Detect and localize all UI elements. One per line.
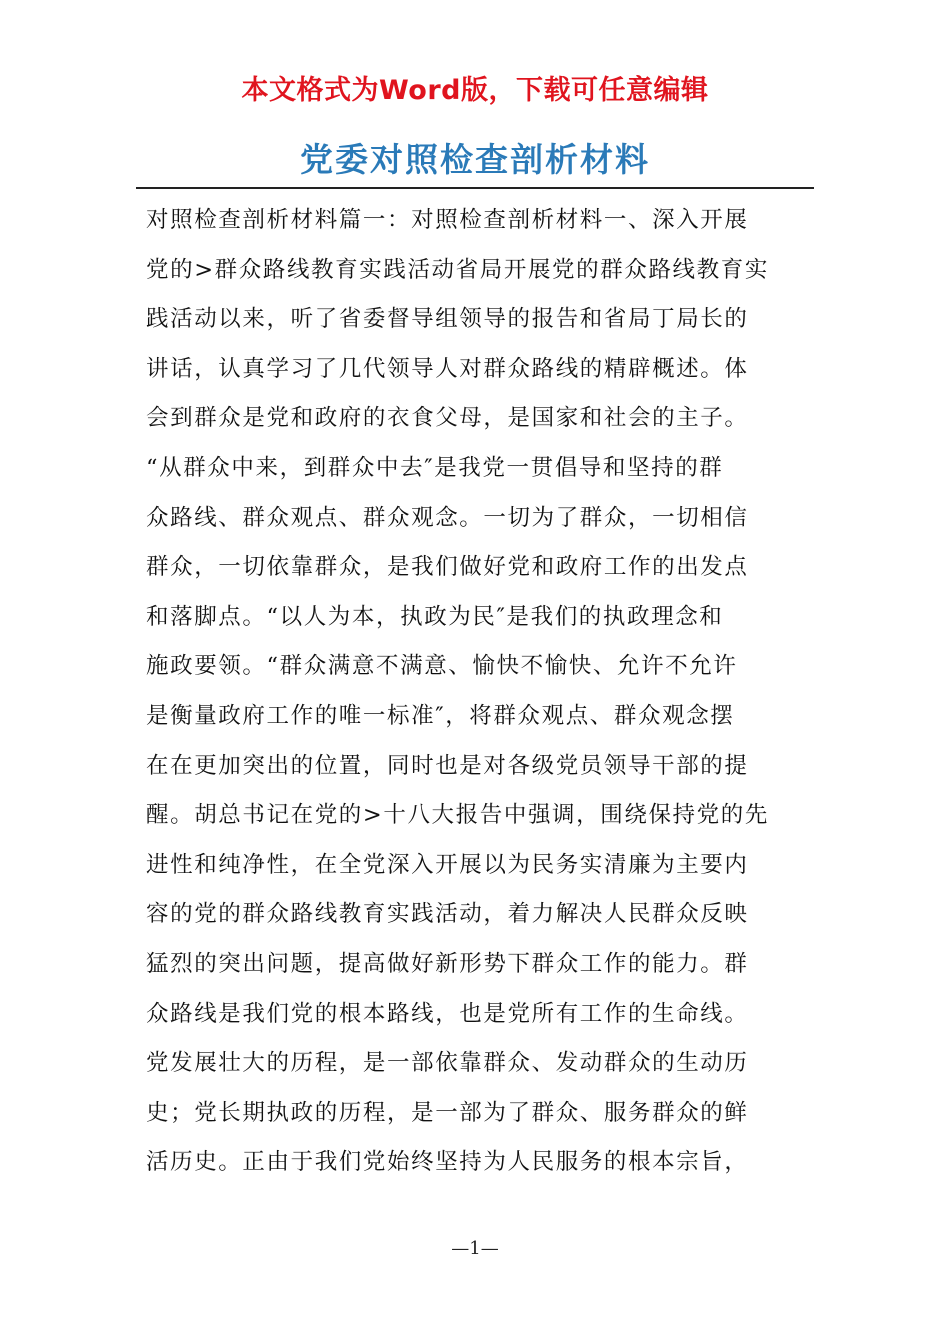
document-body [146,196,808,1188]
body-line: 猛烈的突出问题，提高做好新形势下群众工作的能力。群 [146,950,749,977]
body-line: 在在更加突出的位置，同时也是对各级党员领导干部的提 [146,752,749,779]
body-line: 党发展壮大的历程，是一部依靠群众、发动群众的生动历 [146,1050,749,1077]
body-line: 会到群众是党和政府的衣食父母，是国家和社会的主子。 [146,405,749,432]
body-line: 史；党长期执政的历程，是一部为了群众、服务群众的鲜 [146,1099,749,1126]
body-line: 对照检查剖析材料篇一：对照检查剖析材料一、深入开展 [146,207,749,233]
body-line: 醒。胡总书记在党的>十八大报告中强调，围绕保持党的先 [146,802,769,829]
body-line: 众路线是我们党的根本路线，也是党所有工作的生命线。 [146,1000,749,1027]
page-number: —1— [451,1238,499,1259]
body-line: 施政要领。“群众满意不满意、愉快不愉快、允许不允许 [146,653,738,680]
body-line: 是衡量政府工作的唯一标准″，将群众观点、群众观念摆 [146,702,735,729]
body-line: 讲话，认真学习了几代领导人对群众路线的精辟概述。体 [146,355,749,382]
body-line: “从群众中来，到群众中去″是我党一贯倡导和坚持的群 [146,454,724,481]
body-line: 践活动以来，听了省委督导组领导的报告和省局丁局长的 [146,306,749,333]
body-line: 众路线、群众观点、群众观念。一切为了群众，一切相信 [146,504,749,531]
body-line: 群众，一切依靠群众，是我们做好党和政府工作的出发点 [146,554,749,581]
title-divider [136,187,814,189]
document-title: 党委对照检查剖析材料 [300,140,650,179]
format-notice-banner: 本文格式为Word版，下载可任意编辑 [241,75,709,106]
body-line: 容的党的群众路线教育实践活动，着力解决人民群众反映 [146,901,749,928]
body-line: 进性和纯净性，在全党深入开展以为民务实清廉为主要内 [146,851,749,878]
body-line: 党的>群众路线教育实践活动省局开展党的群众路线教育实 [146,256,769,283]
body-line: 活历史。正由于我们党始终坚持为人民服务的根本宗旨， [146,1149,749,1176]
body-line: 和落脚点。“以人为本，执政为民″是我们的执政理念和 [146,603,724,630]
